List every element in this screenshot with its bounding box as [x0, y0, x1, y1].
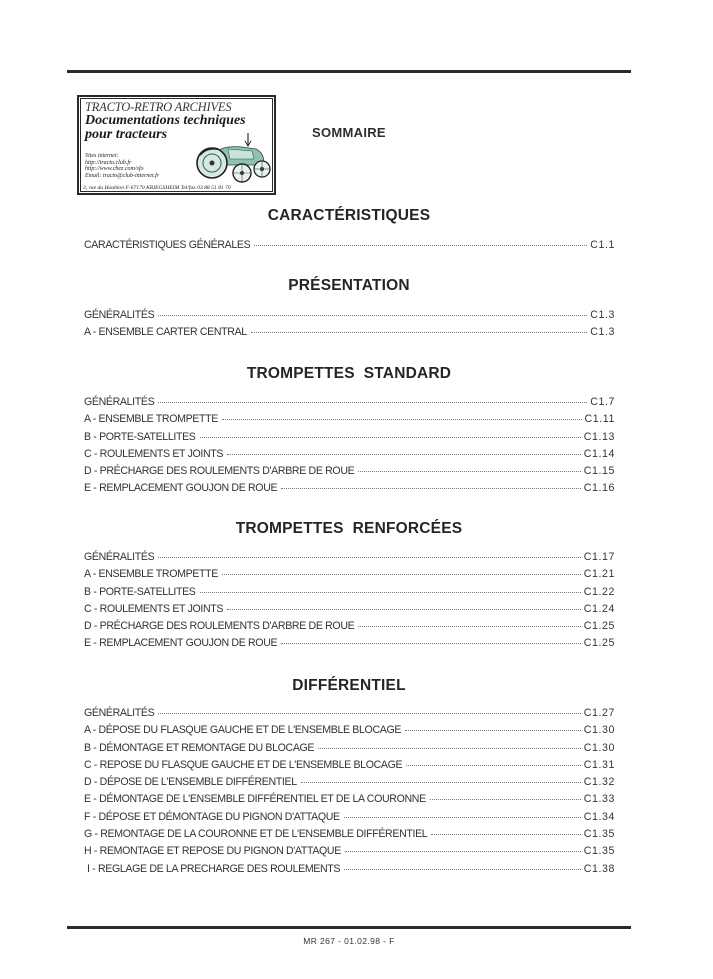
toc-entry-label: A - ENSEMBLE TROMPETTE — [84, 413, 218, 426]
tractor-icon — [194, 133, 272, 183]
toc-entry-label: H - REMONTAGE ET REPOSE DU PIGNON D'ATTAQUE — [84, 845, 341, 858]
toc-entry[interactable] — [84, 309, 615, 326]
toc-entry-label: F - DÉPOSE ET DÉMONTAGE DU PIGNON D'ATTAQUE — [84, 810, 340, 823]
dot-leader — [345, 851, 581, 852]
toc-entry-page: C1.38 — [583, 862, 615, 875]
toc-entry[interactable] — [84, 568, 615, 585]
dot-leader — [158, 557, 580, 558]
toc-entry[interactable] — [84, 239, 615, 256]
toc-entry-page: C1.30 — [583, 724, 615, 737]
toc-entry[interactable] — [84, 326, 615, 343]
toc-entry[interactable] — [84, 776, 615, 793]
toc-entry-label: A - ENSEMBLE CARTER CENTRAL — [84, 326, 247, 339]
dot-leader — [222, 574, 581, 575]
dot-leader — [430, 799, 581, 800]
dot-leader — [431, 834, 580, 835]
toc-entry-label: A - DÉPOSE DU FLASQUE GAUCHE ET DE L'ENSEMBLE BLOCAGE — [84, 724, 402, 737]
toc-entry-page: C1.1 — [590, 239, 615, 251]
toc-entry-label: CARACTÉRISTIQUES GÉNÉRALES — [84, 239, 251, 251]
toc-entry-page: C1.15 — [583, 465, 615, 478]
page-title: SOMMAIRE — [312, 125, 386, 140]
stamp-site-2[interactable]: http://www.chez.com/sfo — [85, 166, 144, 172]
toc-entry-page: C1.21 — [583, 568, 615, 581]
toc-entry-label: E - REMPLACEMENT GOUJON DE ROUE — [84, 482, 278, 495]
toc-entry-label: B - PORTE-SATELLITES — [84, 585, 196, 598]
toc-entry[interactable] — [84, 413, 615, 430]
stamp-address: 3, rue du Houblon F-67170 KRIEGSHEIM Tel/fax 03 88 51 81 70 — [83, 185, 231, 191]
section-title-caracteristiques: CARACTÉRISTIQUES — [267, 207, 431, 224]
stamp-tagline-line2: pour tracteurs — [85, 127, 168, 142]
dot-leader — [158, 402, 587, 403]
toc-entry-label: A - ENSEMBLE TROMPETTE — [84, 568, 218, 581]
stamp-brand: TRACTO-RETRO ARCHIVES — [85, 100, 232, 114]
toc-entry-label: C - REPOSE DU FLASQUE GAUCHE ET DE L'ENSEMBLE BLOCAGE — [84, 758, 403, 771]
toc-entry-page: C1.32 — [583, 776, 615, 789]
toc-entry-label: C - ROULEMENTS ET JOINTS — [84, 602, 224, 615]
toc-entry[interactable] — [84, 759, 615, 776]
toc-entry[interactable] — [84, 811, 615, 828]
toc-entry-page: C1.7 — [590, 396, 615, 408]
dot-leader — [200, 592, 581, 593]
dot-leader — [251, 332, 587, 333]
dot-leader — [344, 869, 581, 870]
toc-entry[interactable] — [84, 551, 615, 568]
bottom-rule — [67, 926, 631, 929]
stamp-email[interactable]: Email: tracto@club-internet.fr — [85, 172, 160, 179]
stamp-site-1[interactable]: http://tracto.club.fr — [85, 159, 132, 166]
toc-entry[interactable] — [84, 793, 615, 810]
toc-entry-label: C - ROULEMENTS ET JOINTS — [84, 447, 224, 460]
toc-entry-label: B - DÉMONTAGE ET REMONTAGE DU BLOCAGE — [84, 741, 315, 754]
dot-leader — [406, 765, 580, 766]
toc-entry-page: C1.35 — [583, 845, 615, 858]
toc-list-differentiel — [84, 707, 615, 880]
archive-stamp — [77, 95, 276, 195]
toc-list-trompettes-renforcees — [84, 551, 615, 655]
stamp-tagline-line1: Documentations techniques — [85, 113, 246, 128]
dot-leader — [358, 471, 580, 472]
section-title-presentation: PRÉSENTATION — [288, 277, 410, 294]
stamp-sites-label: Sites internet: — [85, 153, 119, 159]
toc-entry[interactable] — [84, 828, 615, 845]
dot-leader — [227, 454, 581, 455]
dot-leader — [222, 419, 582, 420]
toc-entry[interactable] — [84, 845, 615, 862]
section-title-trompettes-renforcees: TROMPETTES RENFORCÉES — [235, 520, 463, 537]
toc-entry[interactable] — [84, 586, 615, 603]
dot-leader — [281, 488, 581, 489]
toc-entry-label: E - DÉMONTAGE DE L'ENSEMBLE DIFFÉRENTIEL ET DE LA COURONNE — [84, 793, 426, 806]
toc-entry[interactable] — [84, 603, 615, 620]
toc-entry-page: C1.13 — [583, 430, 615, 443]
toc-entry-label: B - PORTE-SATELLITES — [84, 430, 196, 443]
toc-entry-page: C1.31 — [583, 758, 615, 771]
dot-leader — [344, 817, 581, 818]
toc-entry[interactable] — [84, 637, 615, 654]
toc-entry-page: C1.35 — [583, 828, 615, 841]
toc-entry-label: G - REMONTAGE DE LA COURONNE ET DE L'ENSEMBLE DIFFÉRENTIEL — [84, 828, 428, 841]
toc-entry-page: C1.25 — [583, 637, 615, 650]
toc-entry-page: C1.14 — [583, 447, 615, 460]
dot-leader — [200, 437, 581, 438]
toc-list-trompettes-standard — [84, 396, 615, 500]
toc-entry[interactable] — [84, 863, 615, 880]
toc-entry-page: C1.30 — [583, 741, 615, 754]
toc-entry-page: C1.3 — [590, 309, 615, 321]
toc-entry-label: D - DÉPOSE DE L'ENSEMBLE DIFFÉRENTIEL — [84, 776, 297, 789]
toc-entry[interactable] — [84, 620, 615, 637]
section-title-differentiel: DIFFÉRENTIEL — [292, 677, 406, 694]
toc-entry-label: I - REGLAGE DE LA PRECHARGE DES ROULEMENTS — [87, 862, 341, 875]
toc-entry[interactable] — [84, 707, 615, 724]
toc-entry-page: C1.16 — [583, 482, 615, 495]
toc-entry[interactable] — [84, 482, 615, 499]
dot-leader — [281, 643, 581, 644]
toc-entry-page: C1.22 — [583, 585, 615, 598]
toc-entry-label: E - REMPLACEMENT GOUJON DE ROUE — [84, 637, 278, 650]
toc-entry-page: C1.17 — [583, 551, 615, 563]
document-reference: MR 267 - 01.02.98 - F — [303, 936, 395, 946]
toc-entry-page: C1.24 — [583, 602, 615, 615]
dot-leader — [318, 748, 581, 749]
toc-entry[interactable] — [84, 724, 615, 741]
toc-entry-page: C1.33 — [583, 793, 615, 806]
toc-entry-label: D - PRÉCHARGE DES ROULEMENTS D'ARBRE DE ROUE — [84, 620, 355, 633]
dot-leader — [254, 245, 587, 246]
stamp-contacts — [85, 153, 159, 179]
section-title-trompettes-standard: TROMPETTES STANDARD — [246, 365, 452, 382]
toc-entry-label: GÉNÉRALITÉS — [84, 396, 155, 408]
toc-entry-page: C1.25 — [583, 620, 615, 633]
toc-entry[interactable] — [84, 742, 615, 759]
toc-entry-label: GÉNÉRALITÉS — [84, 551, 155, 563]
toc-entry-label: GÉNÉRALITÉS — [84, 309, 155, 321]
dot-leader — [158, 315, 587, 316]
toc-entry[interactable] — [84, 396, 615, 413]
toc-entry-page: C1.11 — [584, 413, 615, 426]
toc-entry-page: C1.27 — [583, 707, 615, 719]
dot-leader — [301, 782, 581, 783]
toc-entry-label: D - PRÉCHARGE DES ROULEMENTS D'ARBRE DE ROUE — [84, 465, 355, 478]
dot-leader — [227, 609, 581, 610]
toc-entry[interactable] — [84, 465, 615, 482]
dot-leader — [405, 730, 581, 731]
toc-entry-label: GÉNÉRALITÉS — [84, 707, 155, 719]
dot-leader — [358, 626, 580, 627]
toc-list-caracteristiques — [84, 239, 615, 256]
toc-list-presentation — [84, 309, 615, 344]
toc-entry-page: C1.34 — [583, 810, 615, 823]
toc-entry[interactable] — [84, 431, 615, 448]
toc-entry[interactable] — [84, 448, 615, 465]
dot-leader — [158, 713, 580, 714]
top-rule — [67, 70, 631, 73]
toc-entry-page: C1.3 — [590, 326, 615, 339]
